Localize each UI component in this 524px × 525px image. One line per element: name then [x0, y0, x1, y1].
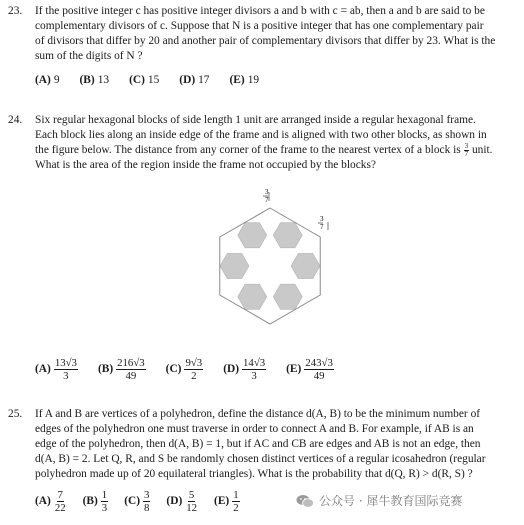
problem-text — [35, 113, 519, 173]
answer-choices-24 — [35, 357, 354, 382]
problem-line: Each block lies along an inside edge of the frame and is aligned with two other blocks, as shown in — [35, 128, 487, 141]
watermark-text: 公众号 · 犀牛教育国际竞赛 — [319, 494, 463, 508]
problem-number: 23. — [8, 5, 23, 17]
choice-d[interactable]: (D) $\frac{5}{12}$ — [166, 489, 198, 514]
problem-text — [35, 407, 519, 482]
hexagon-block — [238, 223, 267, 248]
choice-d[interactable]: (D) $\frac{14√3}{3}$ — [223, 357, 266, 382]
hexagon-blocks — [220, 223, 320, 310]
problem-line: of divisors that differ by 20 and another pair of complementary divisors that differ by 23. What is the — [35, 34, 496, 47]
choice-e[interactable]: (E) $\frac{1}{2}$ — [214, 489, 239, 514]
problem-23 — [8, 4, 516, 94]
hexagon-frame-figure — [212, 186, 350, 332]
choice-c[interactable]: (C) $\frac{3}{8}$ — [124, 489, 150, 514]
choice-a[interactable]: (A) 9 — [35, 74, 60, 86]
choice-a[interactable]: (A) $\frac{7}{22}$ — [35, 489, 66, 514]
distance-fraction: $\frac{3}{7}$ — [464, 141, 469, 158]
hexagon-block — [238, 284, 267, 309]
problem-line: complementary divisors of c. Suppose that N is a positive integer that has one complementary pair — [35, 19, 484, 32]
hexagon-block — [273, 284, 302, 309]
problem-line: d(A, B) = 2. Let Q, R, and S be randomly chosen distinct vertices of a regular icosahedron (regular — [35, 452, 486, 465]
problem-number: 24. — [8, 114, 23, 126]
label-top-den: 7 — [265, 196, 269, 204]
problem-text — [35, 4, 519, 64]
problem-line: the figure below. The distance from any corner of the frame to the nearest vertex of a block is $\frac{3}{7}$ unit. — [35, 141, 493, 158]
label-right-num: 3 — [320, 215, 324, 223]
hexagon-block — [291, 253, 320, 278]
choice-a[interactable]: (A) $\frac{13√3}{3}$ — [35, 357, 77, 382]
problem-line: edge of the polyhedron, then d(A, B) = 1, but if AC and CB are edges and AB is not an edge, then — [35, 437, 481, 450]
problem-line: If the positive integer c has positive integer divisors a and b with c = ab, then a and b are said to be — [35, 5, 485, 17]
answer-choices — [35, 73, 279, 88]
problem-line: edges of the polyhedron one must traverse in order to connect A and B. For example, if AB is an — [35, 422, 474, 435]
problem-number: 25. — [8, 408, 23, 420]
problem-line: Six regular hexagonal blocks of side length 1 unit are arranged inside a regular hexagonal frame. — [35, 114, 476, 126]
choice-b[interactable]: (B) 13 — [79, 74, 110, 86]
answer-choices-25 — [35, 489, 240, 514]
hexagon-block — [273, 223, 302, 248]
hexagon-block — [220, 253, 249, 278]
choice-c[interactable]: (C) $\frac{9√3}{2}$ — [165, 357, 203, 382]
problem-line: If A and B are vertices of a polyhedron, define the distance d(A, B) to be the minimum number of — [35, 408, 481, 420]
label-top-num: 3 — [265, 188, 269, 196]
choice-b[interactable]: (B) $\frac{1}{3}$ — [82, 489, 108, 514]
choice-b[interactable]: (B) $\frac{216√3}{49}$ — [97, 357, 145, 382]
wechat-icon — [296, 494, 314, 508]
choice-d[interactable]: (D) 17 — [179, 74, 210, 86]
problem-line: polyhedron made up of 20 equilateral triangles). What is the probability that d(Q, R) > d(R, S) ? — [35, 467, 473, 480]
problem-line: sum of the digits of N ? — [35, 49, 143, 62]
choice-e[interactable]: (E) 19 — [229, 74, 260, 86]
watermark — [296, 494, 462, 509]
label-right-den: 7 — [320, 223, 324, 231]
problem-line: What is the area of the region inside the frame not occupied by the blocks? — [35, 158, 376, 171]
choice-e[interactable]: (E) $\frac{243√3}{49}$ — [286, 357, 333, 382]
choice-c[interactable]: (C) 15 — [129, 74, 160, 86]
